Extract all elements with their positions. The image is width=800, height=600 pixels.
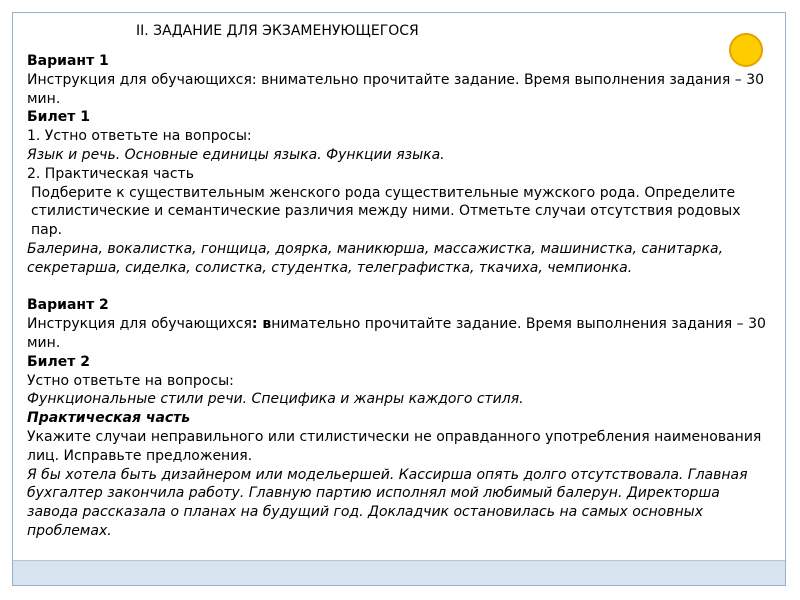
variant1-instruction: Инструкция для обучающихся: внимательно прочитайте задание. Время выполнения задания – 30 мин.: [27, 71, 765, 107]
variant2-ticket: Билет 2: [27, 353, 90, 370]
variant1-task2-words: Балерина, вокалистка, гонщица, доярка, маникюрша, массажистка, машинистка, санитарка, секретарша, сиделка, солистка, студентка, телеграфистка, ткачиха, чемпионка.: [27, 240, 724, 276]
variant2-task2-sentences: Я бы хотела быть дизайнером или модельершей. Кассирша опять долго отсутствовала. Главная бухгалтер закончила работу. Главную партию исполнял мой любимый балерун. Директорша завода рассказала о планах на будущий год. Докладчик остановилась на самых основных проблемах.: [27, 466, 748, 539]
variant1-task2-text: Подберите к существительным женского рода существительные мужского рода. Определите стилистические и семантические различия между ними. Отметьте случаи отсутствия родовых пар.: [31, 184, 741, 239]
variant2-task1-questions: Функциональные стили речи. Специфика и жанры каждого стиля.: [27, 391, 524, 408]
variant2-task2-text: Укажите случаи неправильного или стилистически не оправданного употребления наименования лиц. Исправьте предложения.: [27, 428, 762, 464]
spacer: [27, 278, 767, 297]
variant1-task2-label: 2. Практическая часть: [27, 165, 194, 182]
variant1-task1-label: 1. Устно ответьте на вопросы:: [27, 128, 252, 145]
variant2-instruction-end: нимательно прочитайте задание. Время выполнения задания – 30 мин.: [27, 316, 766, 351]
slide: [12, 12, 786, 586]
variant1-ticket: Билет 1: [27, 109, 90, 126]
variant2-instruction-start: Инструкция для обучающихся: [27, 316, 252, 333]
slide-bottom-bar: [13, 560, 785, 585]
variant2-instruction-bold: : в: [251, 316, 272, 333]
variant1-task1-questions: Язык и речь. Основные единицы языка. Функции языка.: [27, 146, 445, 163]
variant2-task1-label: Устно ответьте на вопросы:: [27, 372, 234, 389]
variant2-instruction: [27, 315, 767, 353]
page-title: II. ЗАДАНИЕ ДЛЯ ЭКЗАМЕНУЮЩЕГОСЯ: [136, 23, 419, 39]
variant2-heading: Вариант 2: [27, 297, 109, 314]
variant2-task2-label: Практическая часть: [27, 410, 191, 427]
slide-content: [27, 52, 767, 541]
variant1-heading: Вариант 1: [27, 53, 109, 69]
